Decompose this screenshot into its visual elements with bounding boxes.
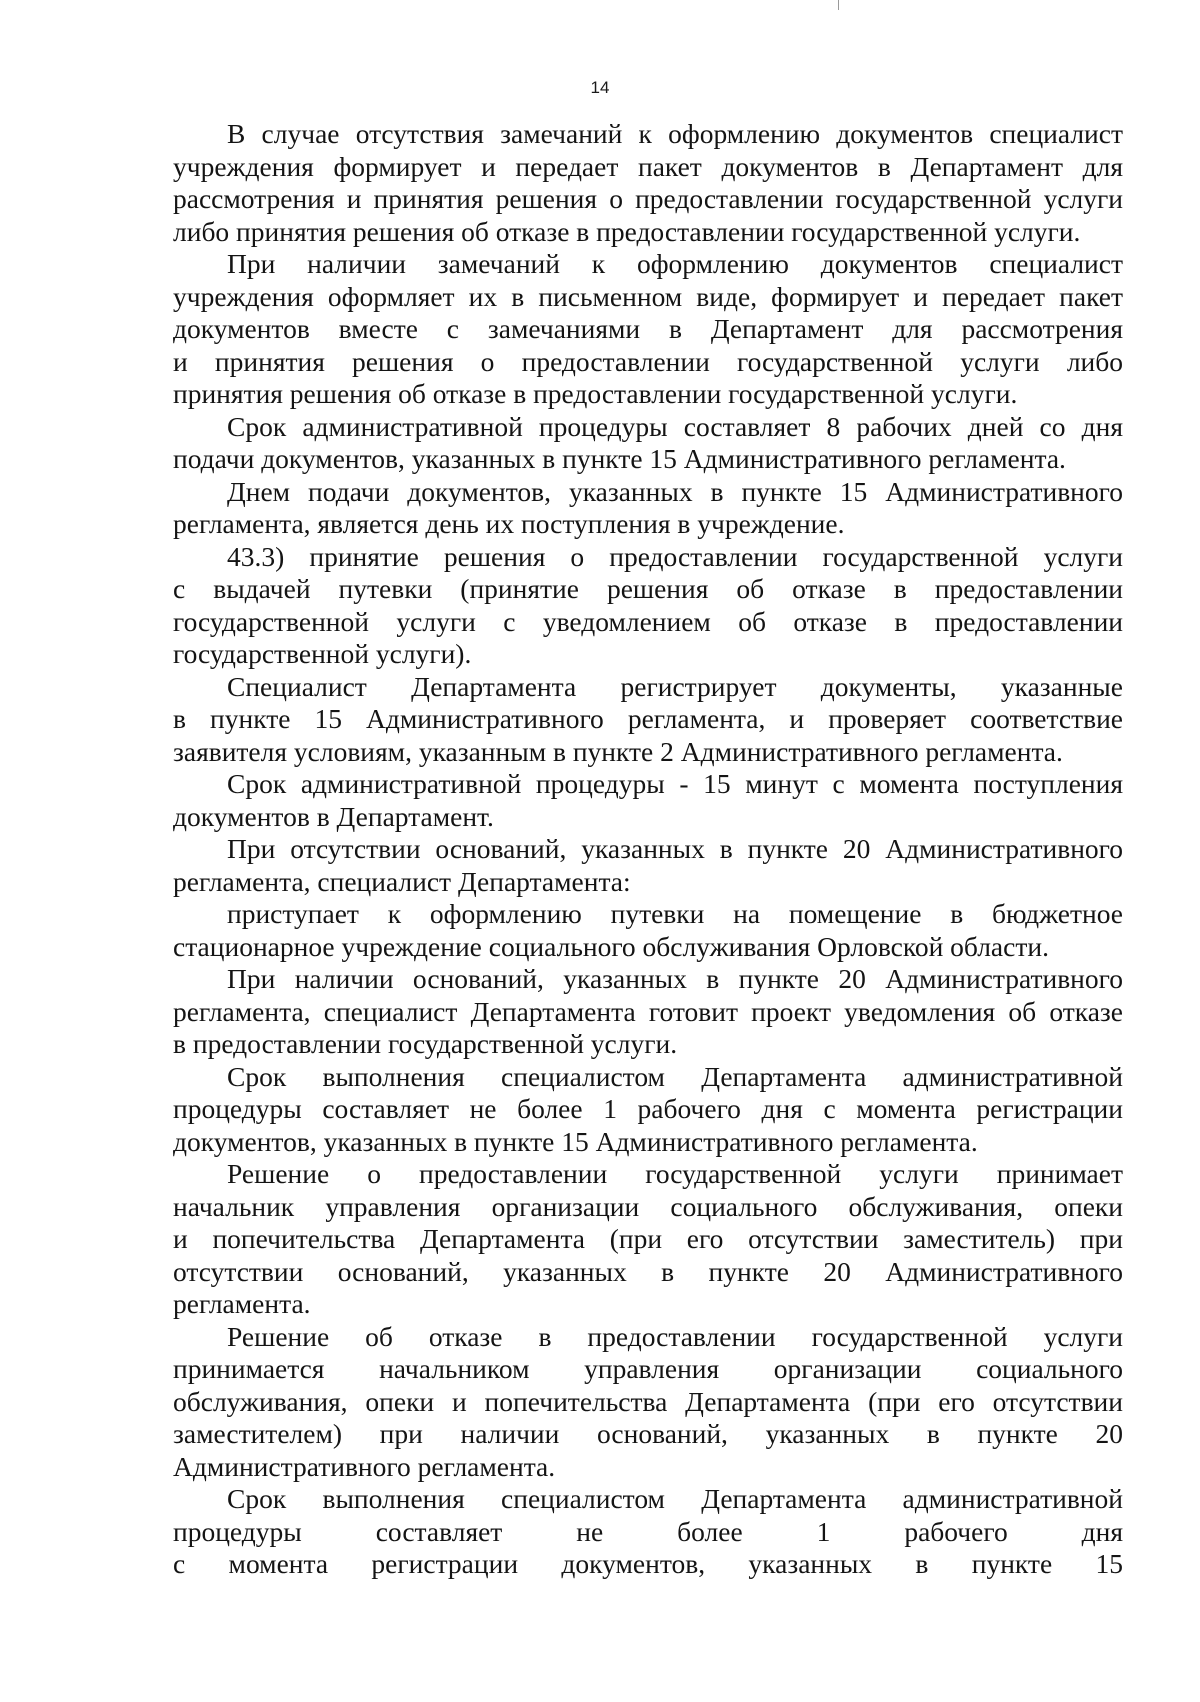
paragraph-line: государственной услуги с уведомлением об отказе в предоставлении (173, 605, 1123, 637)
paragraph-line: с момента регистрации документов, указанных в пункте 15 (173, 1548, 1123, 1579)
paragraph-line: регламента, специалист Департамента: (173, 865, 631, 897)
paragraph-line: в пункте 15 Административного регламента, и проверяет соответствие (173, 703, 1123, 734)
page-number: 14 (590, 78, 610, 97)
paragraph-line: Административного регламента. (173, 1450, 556, 1482)
paragraph-line: учреждения формирует и передает пакет документов в Департамент для (173, 150, 1123, 182)
paragraph-line: с выдачей путевки (принятие решения об отказе в предоставлении (173, 573, 1123, 604)
paragraph-line: При наличии замечаний к оформлению документов специалист (227, 248, 1123, 279)
paragraph-line: заявителя условиям, указанным в пункте 2 Административного регламента. (173, 735, 1063, 767)
paragraph-line: регламента. (173, 1288, 311, 1319)
paragraph (173, 963, 1123, 1061)
paragraph-line: в предоставлении государственной услуги. (173, 1028, 678, 1059)
paragraph-line: отсутствии оснований, указанных в пункте 20 Административного (173, 1255, 1123, 1287)
paragraph-line: заместителем) при наличии оснований, указанных в пункте 20 (173, 1418, 1123, 1449)
paragraph-line: стационарное учреждение социального обслуживания Орловской области. (173, 930, 1049, 962)
paragraph (173, 898, 1123, 963)
paragraph (173, 671, 1123, 769)
paragraph-line: обслуживания, опеки и попечительства Департамента (при его отсутствии (173, 1385, 1123, 1417)
paragraph (173, 1483, 1123, 1581)
paragraph-line: либо принятия решения об отказе в предоставлении государственной услуги. (173, 215, 1081, 247)
paragraph-line: подачи документов, указанных в пункте 15 Административного регламента. (173, 443, 1066, 474)
paragraph (173, 541, 1123, 671)
paragraph (173, 833, 1123, 898)
paragraph-line: приступает к оформлению путевки на помещение в бюджетное (227, 898, 1123, 929)
paragraph-line: 43.3) принятие решения о предоставлении государственной услуги (227, 540, 1123, 572)
paragraph-line: регламента, специалист Департамента готовит проект уведомления об отказе (173, 995, 1123, 1027)
paragraph-line: В случае отсутствия замечаний к оформлению документов специалист (227, 118, 1123, 149)
paragraph-line: документов вместе с замечаниями в Департамент для рассмотрения (173, 313, 1123, 344)
paragraph-line: Днем подачи документов, указанных в пункте 15 Административного (227, 475, 1123, 507)
paragraph-line: Решение о предоставлении государственной услуги принимает (227, 1158, 1123, 1189)
paragraph-line: Срок выполнения специалистом Департамента административной (227, 1483, 1123, 1514)
paragraph-line: процедуры составляет не более 1 рабочего дня (173, 1515, 1123, 1547)
paragraph-line: документов, указанных в пункте 15 Административного регламента. (173, 1125, 978, 1157)
paragraph (173, 1158, 1123, 1321)
paragraph-line: и принятия решения о предоставлении государственной услуги либо (173, 345, 1123, 377)
paragraph-line: принимается начальником управления организации социального (173, 1353, 1123, 1384)
paragraph-line: При отсутствии оснований, указанных в пункте 20 Административного (227, 833, 1123, 864)
paragraph-line: Срок выполнения специалистом Департамента административной (227, 1060, 1123, 1092)
paragraph (173, 118, 1123, 248)
paragraph (173, 411, 1123, 476)
paragraph (173, 1061, 1123, 1159)
paragraph-line: Решение об отказе в предоставлении государственной услуги (227, 1320, 1123, 1352)
paragraph (173, 1321, 1123, 1484)
paragraph-line: начальник управления организации социального обслуживания, опеки (173, 1190, 1123, 1222)
paragraph-line: регламента, является день их поступления в учреждение. (173, 508, 845, 539)
document-body (173, 118, 1123, 1581)
paragraph (173, 476, 1123, 541)
paragraph-line: документов в Департамент. (173, 800, 494, 832)
paragraph-line: государственной услуги). (173, 638, 472, 669)
paragraph-line: При наличии оснований, указанных в пункте 20 Административного (227, 963, 1123, 994)
paragraph-line: Срок административной процедуры составляет 8 рабочих дней со дня (227, 410, 1123, 442)
paragraph-line: учреждения оформляет их в письменном виде, формирует и передает пакет (173, 280, 1123, 312)
paragraph-line: рассмотрения и принятия решения о предоставлении государственной услуги (173, 183, 1123, 214)
paragraph-line: Срок административной процедуры - 15 минут с момента поступления (227, 768, 1123, 799)
paragraph-line: процедуры составляет не более 1 рабочего дня с момента регистрации (173, 1093, 1123, 1124)
paragraph (173, 768, 1123, 833)
paragraph-line: Специалист Департамента регистрирует документы, указанные (227, 670, 1123, 702)
scan-edge-mark (838, 0, 839, 10)
paragraph-line: и попечительства Департамента (при его отсутствии заместитель) при (173, 1223, 1123, 1254)
paragraph (173, 248, 1123, 411)
paragraph-line: принятия решения об отказе в предоставлении государственной услуги. (173, 378, 1018, 409)
